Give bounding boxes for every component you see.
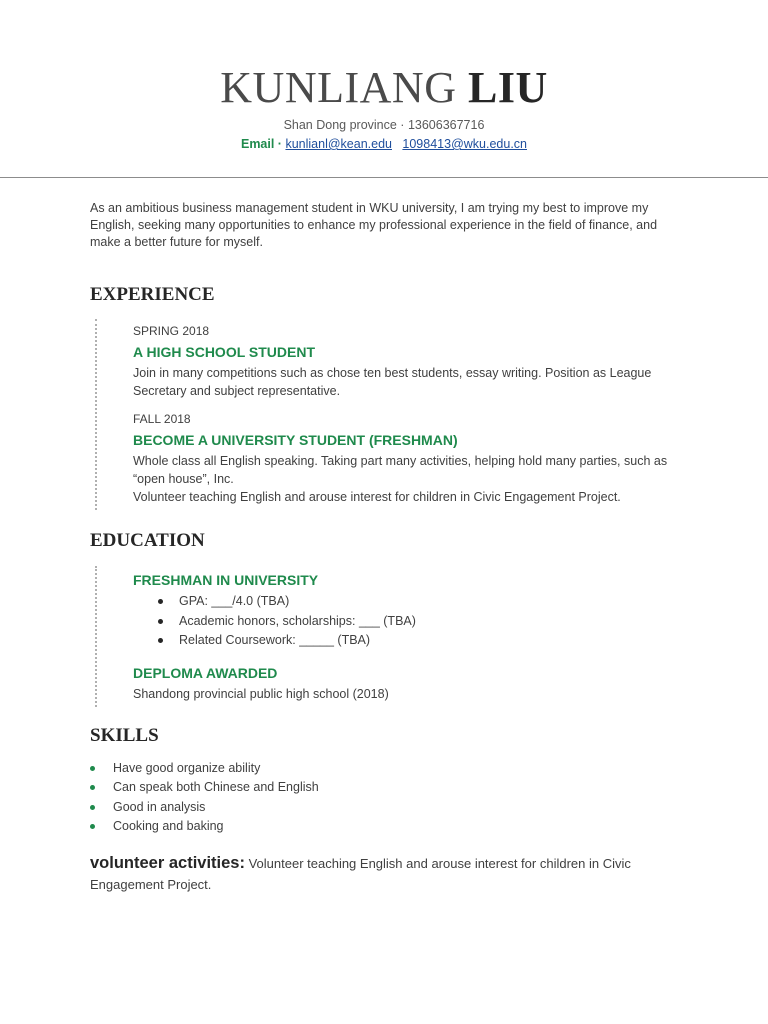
skills-heading: SKILLS: [90, 724, 159, 746]
experience-entry: [133, 411, 680, 506]
experience-role: BECOME A UNIVERSITY STUDENT (FRESHMAN): [133, 432, 458, 448]
education-bullet: Related Coursework: _____ (TBA): [133, 631, 680, 651]
experience-entry: [133, 323, 680, 400]
experience-heading: EXPERIENCE: [90, 284, 215, 305]
education-timeline: [95, 566, 680, 707]
volunteer-label: volunteer activities:: [90, 853, 245, 872]
volunteer-text: Volunteer teaching English and arouse interest for children in Civic Engagement Project.: [90, 855, 631, 892]
email-label: Email ·: [240, 137, 282, 151]
email-line: [0, 136, 768, 153]
experience-role: A HIGH SCHOOL STUDENT: [133, 344, 316, 360]
education-entry: [133, 570, 680, 651]
experience-description: Volunteer teaching English and arouse interest for children in Civic Engagement Project.: [133, 490, 621, 504]
skill-item: Have good organize ability: [90, 759, 680, 779]
objective-paragraph: As an ambitious business management student in WKU university, I am trying my best to improve my English, seeking many opportunities to enhance my professional experience in the field of finance, and make a better future for myself.: [90, 201, 658, 249]
volunteer-paragraph: [90, 853, 680, 895]
education-role: FRESHMAN IN UNIVERSITY: [133, 572, 319, 588]
education-heading: EDUCATION: [90, 530, 205, 551]
education-bullet: Academic honors, scholarships: ___ (TBA): [133, 612, 680, 632]
email-link-wku[interactable]: 1098413@wku.edu.cn: [402, 137, 527, 151]
skill-item: Good in analysis: [90, 798, 680, 818]
education-bullet: GPA: ___/4.0 (TBA): [133, 592, 680, 612]
skills-list: [90, 759, 680, 837]
experience-date: SPRING 2018: [133, 324, 210, 338]
education-description: Shandong provincial public high school (2018): [133, 686, 389, 701]
last-name: LIU: [467, 63, 548, 112]
experience-description: Whole class all English speaking. Taking part many activities, helping hold many parties, such as “open house”, Inc.: [133, 454, 668, 486]
candidate-name: [0, 62, 768, 114]
experience-date: FALL 2018: [133, 412, 191, 426]
education-bullet-list: [133, 592, 680, 651]
header-divider: [0, 177, 768, 178]
skill-item: Cooking and baking: [90, 817, 680, 837]
skill-item: Can speak both Chinese and English: [90, 778, 680, 798]
email-link-kean[interactable]: kunlianl@kean.edu: [285, 137, 392, 151]
experience-timeline: [95, 319, 680, 510]
resume-header: [0, 0, 768, 153]
contact-line: Shan Dong province · 13606367716: [283, 118, 485, 132]
resume-body: [90, 200, 680, 895]
first-name: KUNLIANG: [220, 63, 457, 112]
education-entry: [133, 663, 680, 703]
education-role: DEPLOMA AWARDED: [133, 664, 278, 681]
experience-description: Join in many competitions such as chose ten best students, essay writing. Position as League Secretary and subject representative.: [133, 366, 652, 398]
